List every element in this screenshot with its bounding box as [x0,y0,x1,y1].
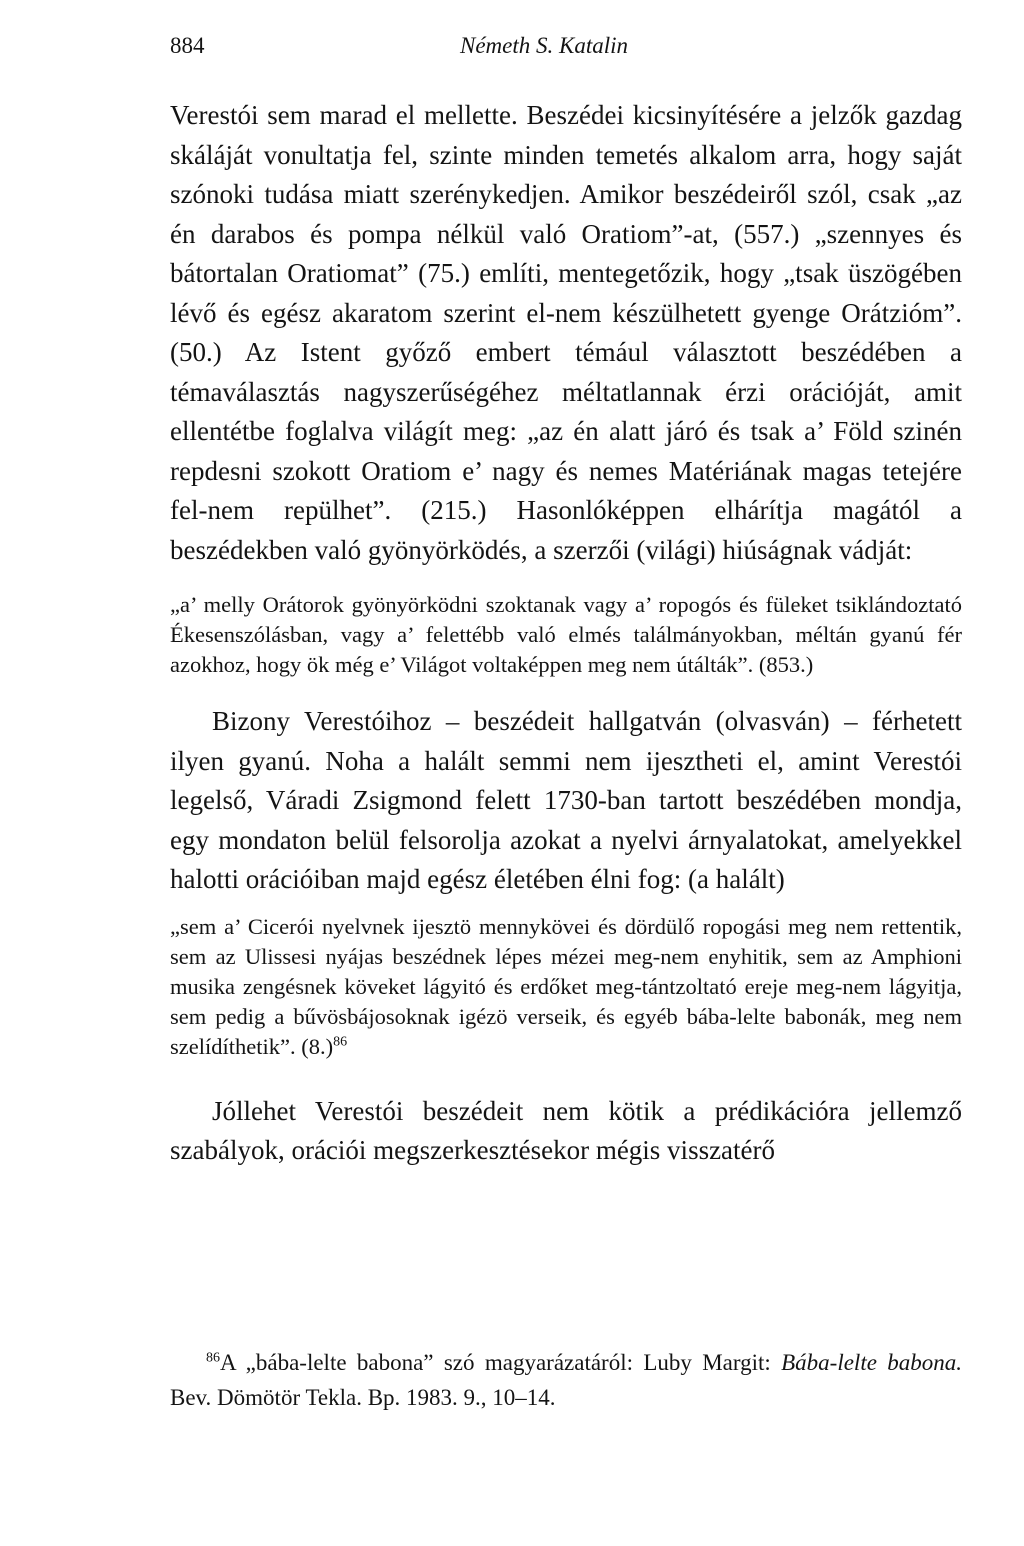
page-number: 884 [170,33,205,58]
main-text [170,96,962,1171]
running-head [170,33,962,65]
block-quote-1: „a’ melly Orátorok gyönyörködni szoktanak vagy a’ ropogós és füleket tsiklándoztató Ékesenszólásban, vagy a’ felettébb való elmés találmányokban, méltán gyanú fér azokhoz, hogy ök még e’ Világot voltaképpen meg nem útálták”. (853.) [170,592,962,677]
block-quote-2 [170,912,962,1062]
book-page [170,0,962,1546]
footnote-rest: Bev. Dömötör Tekla. Bp. 1983. 9., 10–14. [170,1385,556,1410]
paragraph-1: Verestói sem marad el mellette. Beszédei kicsinyítésére a jelzők gazdag skáláját vonultatja fel, szinte minden temetés alkalom arra, hogy saját szónoki tudása miatt szerénykedjen. Amikor beszédeiről szól, csak „az én darabos és pompa nélkül való Oratiom”-at, (557.) „szennyes és bátortalan Oratiomat” (75.) említi, mentegetőzik, hogy „tsak üszögében lévő és egész akaratom szerint el-nem készülhetett gyenge Orátzióm”. (50.) Az Istent győző embert témául választott beszédében a témaválasztás nagyszerűségéhez méltatlannak érzi orációját, amit ellentétbe foglalva világít meg: „az én alatt járó és tsak a’ Föld szinén repdesni szokott Oratiom e’ nagy és nemes Matériának magas tetejére fel-nem repülhet”. (215.) Hasonlóképpen elhárítja magától a beszédekben való gyönyörködés, a szerzői (világi) hiúságnak vádját: [170,100,962,565]
block-quote-2-text: „sem a’ Cicerói nyelvnek ijesztö mennykövei és dördülő ropogási meg nem rettentik, sem az Ulissesi nyájas beszédnek lépes mézei meg-nem enyhitik, sem az Amphioni musika zengésnek köveket lágyitó és erdőket meg-tántzoltató ereje meg-nem lágyitja, sem pedig a bűvösbájosoknak igézö verseik, és egyéb bába-lelte babonák, meg nem szelídíthetik”. (8.) [170,913,962,1059]
paragraph-3: Jóllehet Verestói beszédeit nem kötik a prédikációra jellemző szabályok, orációi megszerkesztésekor mégis visszatérő [170,1095,962,1165]
footnote-mark: 86 [206,1350,220,1366]
footnote-reference: 86 [333,1034,348,1049]
running-head-author: Németh S. Katalin [460,33,629,58]
footnote-title: Bába-lelte babona. [781,1350,963,1375]
footnote-text: A „bába-lelte babona” szó magyarázatáról: Luby Margit: [220,1350,782,1375]
paragraph-2: Bizony Verestóihoz – beszédeit hallgatván (olvasván) – férhetett ilyen gyanú. Noha a halált semmi nem ijesztheti el, amint Verestói legelső, Váradi Zsigmond felett 1730-ban tartott beszédében mondja, egy mondaton belül felsorolja azokat a nyelvi árnyalatokat, amelyekkel halotti orációiban majd egész életében élni fog: (a halált) [170,706,962,894]
footnote [170,1345,962,1415]
